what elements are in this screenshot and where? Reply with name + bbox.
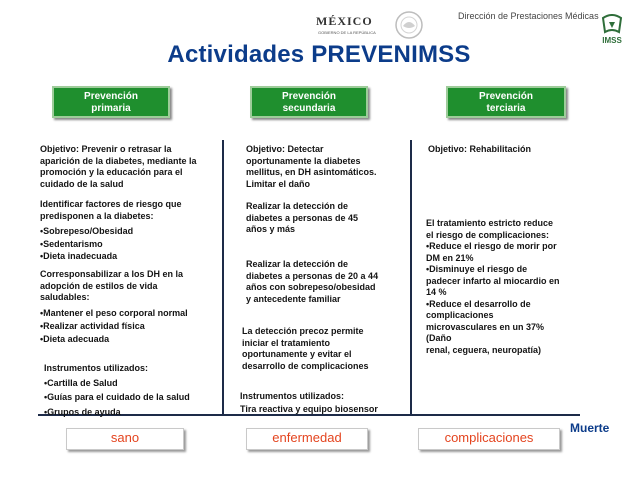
national-seal-icon — [392, 10, 426, 40]
list-item: •Realizar actividad física — [40, 321, 145, 331]
gov-subtitle: GOBIERNO DE LA REPÚBLICA — [318, 30, 376, 35]
list-item: •Grupos de ayuda — [44, 406, 121, 417]
list-item: •Dieta adecuada — [40, 334, 110, 344]
stage-sano: sano — [66, 428, 184, 450]
terciaria-tratamiento: El tratamiento estricto reduce el riesgo de complicaciones: •Reduce el riesgo de morir por DM en 21% •Disminuye el riesgo de padecer infarto al miocardio en 14 % •Reduce el desarrollo de complicaciones microvasculares en un 37% (Daño renal, ceguera, neuropatía) — [426, 218, 560, 355]
secundaria-instrumentos: Instrumentos utilizados: Tira reactiva y equipo biosensor — [240, 391, 378, 414]
secundaria-objetivo: Objetivo: Detectar oportunamente la diabetes mellitus, en DH asintomáticos. Limitar el daño — [246, 144, 377, 189]
primaria-instrumentos — [44, 361, 190, 419]
stage-complicaciones: complicaciones — [418, 428, 560, 450]
list-item: •Dieta inadecuada — [40, 251, 118, 261]
imss-text: IMSS — [602, 36, 622, 45]
list-item: •Cartilla de Salud — [44, 377, 118, 388]
primaria-objetivo: Objetivo: Prevenir o retrasar la aparición de la diabetes, mediante la promoción y la educación para el cuidado de la salud — [40, 144, 197, 189]
instrumentos-title: Instrumentos utilizados: — [44, 363, 149, 373]
category-primaria: Prevención primaria — [52, 86, 170, 118]
direccion-prestaciones: Dirección de Prestaciones Médicas — [458, 11, 599, 21]
gov-name: MÉXICO — [316, 14, 373, 28]
secundaria-deteccion-precoz: La detección precoz permite iniciar el tratamiento oportunamente y evitar el desarrollo de complicaciones — [242, 326, 369, 371]
secundaria-deteccion-45: Realizar la detección de diabetes a personas de 45 años y más — [246, 201, 359, 234]
terciaria-objetivo: Objetivo: Rehabilitación — [428, 144, 532, 154]
category-terciaria: Prevención terciaria — [446, 86, 566, 118]
primaria-corresp-list — [40, 307, 188, 346]
primaria-factores-title: Identificar factores de riesgo que predisponen a la diabetes: — [40, 199, 182, 221]
list-item: •Mantener el peso corporal normal — [40, 308, 188, 318]
list-item: •Guías para el cuidado de la salud — [44, 392, 190, 402]
column-divider — [222, 140, 224, 415]
secundaria-deteccion-20-44: Realizar la detección de diabetes a personas de 20 a 44 años con sobrepeso/obesidad y antecedente familiar — [246, 259, 379, 304]
stage-enfermedad: enfermedad — [246, 428, 368, 450]
category-secundaria: Prevención secundaria — [250, 86, 368, 118]
stage-muerte: Muerte — [570, 421, 610, 435]
list-item: •Sedentarismo — [40, 238, 103, 249]
page-title: Actividades PREVENIMSS — [167, 41, 471, 68]
imss-eagle-icon — [597, 14, 627, 36]
primaria-factores-list — [40, 225, 133, 263]
list-item: •Sobrepeso/Obesidad — [40, 226, 134, 236]
primaria-corresp-title: Corresponsabilizar a los DH en la adopción de estilos de vida saludables: — [40, 269, 184, 302]
column-divider — [410, 140, 412, 415]
